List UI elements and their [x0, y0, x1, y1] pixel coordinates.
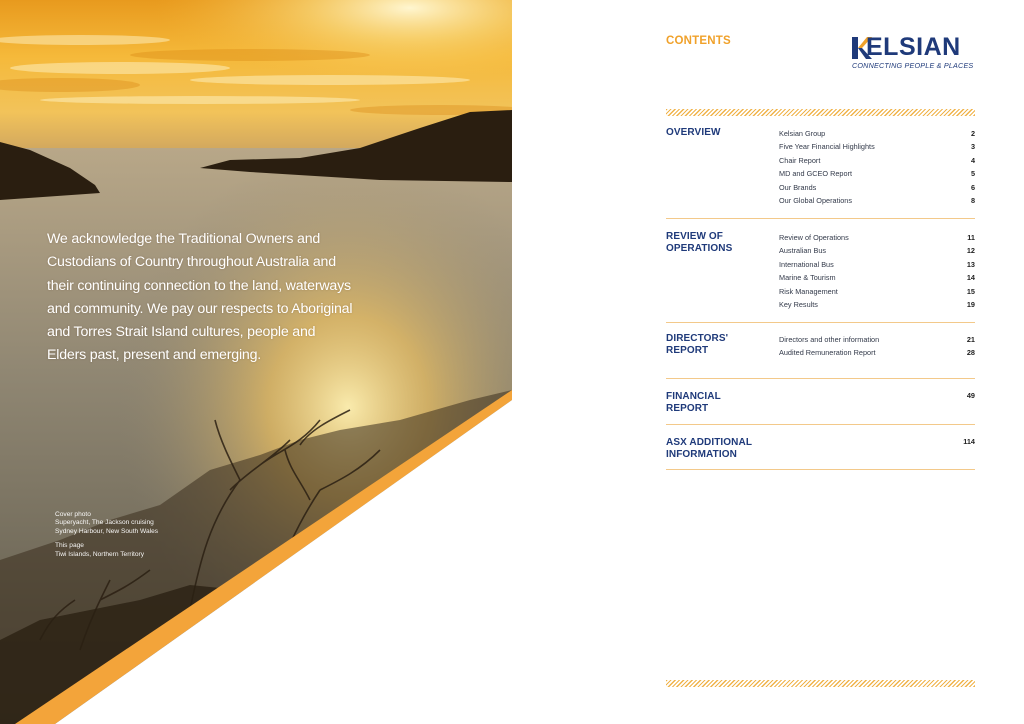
toc-item[interactable]: MD and GCEO Report 5: [779, 169, 975, 179]
ack-line: Elders past, present and emerging.: [47, 347, 262, 364]
section-title: FINANCIAL REPORT: [666, 391, 721, 414]
toc-item[interactable]: Marine & Tourism 14: [779, 273, 975, 283]
toc-item[interactable]: Five Year Financial Highlights 3: [779, 142, 975, 152]
caption-this-label: This page: [55, 542, 84, 550]
toc-item[interactable]: Kelsian Group 2: [779, 129, 975, 138]
section-title: OVERVIEW: [666, 127, 721, 138]
toc-item[interactable]: International Bus 13: [779, 259, 975, 269]
ack-line: and Torres Strait Island cultures, people and: [47, 324, 316, 341]
toc-section-asx-additional-information[interactable]: [666, 437, 975, 470]
contents-page: [512, 0, 1024, 724]
toc-item[interactable]: Review of Operations 11: [779, 233, 975, 242]
section-title: ASX ADDITIONAL INFORMATION: [666, 437, 753, 460]
section-divider: [666, 218, 975, 219]
section-divider: [666, 378, 975, 379]
toc-item[interactable]: Directors and other information 21: [779, 335, 975, 344]
toc-item[interactable]: Risk Management 15: [779, 286, 975, 296]
toc-section-review-of-operations: [666, 231, 975, 323]
toc-section-overview: [666, 127, 975, 219]
logo-wordmark: ELSIAN: [866, 33, 961, 61]
hatched-divider-bottom: [666, 680, 975, 687]
ack-line: Custodians of Country throughout Australia and: [47, 254, 336, 271]
section-divider: [666, 424, 975, 425]
section-divider: [666, 322, 975, 323]
logo-tagline: CONNECTING PEOPLE & PLACES: [852, 61, 974, 70]
hatched-divider-top: [666, 109, 975, 116]
toc-section-financial-report[interactable]: [666, 391, 975, 425]
caption-cover-line: Superyacht, The Jackson cruising: [55, 519, 154, 527]
section-divider: [666, 469, 975, 470]
acknowledgement-of-country: [47, 228, 367, 368]
section-title: DIRECTORS' REPORT: [666, 333, 729, 356]
section-page-number: 114: [963, 437, 975, 446]
toc-item[interactable]: Key Results 19: [779, 299, 975, 309]
caption-cover-label: Cover photo: [55, 511, 91, 518]
ack-line: We acknowledge the Traditional Owners and: [47, 231, 321, 247]
toc-item[interactable]: Our Brands 6: [779, 182, 975, 192]
photo-caption: [55, 511, 158, 559]
caption-this-line: Tiwi Islands, Northern Territory: [55, 550, 145, 558]
page-title: CONTENTS: [666, 35, 731, 47]
toc-item[interactable]: Our Global Operations 8: [779, 195, 975, 205]
ack-line: and community. We pay our respects to Aboriginal: [47, 300, 353, 317]
ack-line: their continuing connection to the land, waterways: [47, 277, 351, 294]
toc-item[interactable]: Chair Report 4: [779, 155, 975, 165]
toc-item[interactable]: Audited Remuneration Report 28: [779, 348, 975, 358]
section-title: REVIEW OF OPERATIONS: [666, 231, 733, 254]
caption-cover-line: Sydney Harbour, New South Wales: [55, 527, 159, 535]
toc-section-directors-report: [666, 333, 975, 379]
toc-item[interactable]: Australian Bus 12: [779, 246, 975, 256]
section-page-number: 49: [966, 391, 975, 400]
kelsian-logo: [852, 34, 977, 74]
